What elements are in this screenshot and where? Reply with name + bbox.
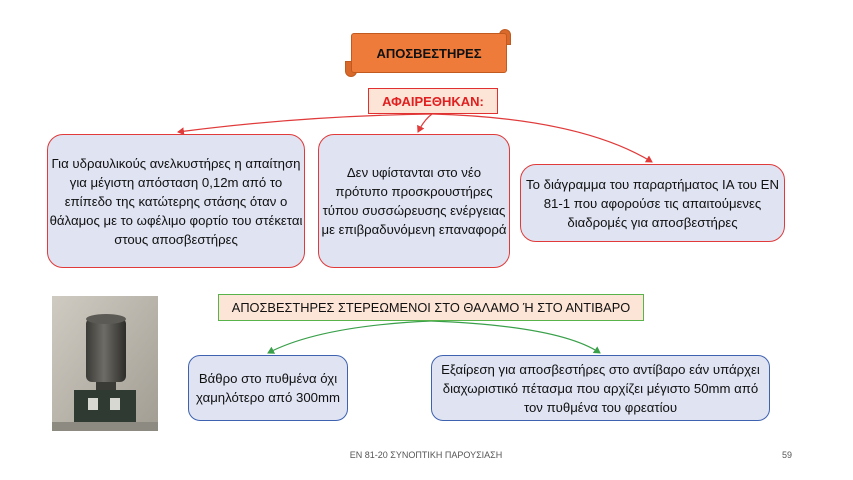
mounted-item-2-text: Εξαίρεση για αποσβεστήρες στο αντίβαρο εάν υπάρχει διαχωριστικό πέτασμα που αρχίζει μέγιστο 50mm από τον πυθμένα του φρεατίου <box>441 361 760 415</box>
title-banner <box>345 31 511 78</box>
removed-item-2 <box>318 134 510 268</box>
arrow-to-item-2 <box>418 114 432 132</box>
removed-item-3 <box>520 164 785 242</box>
buffer-illustration <box>52 296 158 431</box>
page-number: 59 <box>781 450 792 460</box>
mounted-item-2 <box>431 355 770 421</box>
footer-text: ΕΝ 81-20 ΣΥΝΟΠΤΙΚΗ ΠΑΡΟΥΣΙΑΣΗ <box>349 450 503 460</box>
removed-item-2-text: Δεν υφίστανται στο νέο πρότυπο προσκρουστήρες τύπου συσσώρευσης ενέργειας με επιβραδυνόμενη επαναφορά <box>321 165 507 237</box>
mounted-item-1 <box>188 355 348 421</box>
mounted-item-1-text: Βάθρο στο πυθμένα όχι χαμηλότερο από 300mm <box>196 371 340 405</box>
arrow-to-item-1 <box>178 114 432 132</box>
removed-item-3-text: Το διάγραμμα του παραρτήματος ΙΑ του ΕΝ 81-1 που αφορούσε τις απαιτούμενες διαδρομές για αποσβεστήρες <box>526 176 779 230</box>
arrow-to-item-5 <box>431 321 600 353</box>
mounted-label: ΑΠΟΣΒΕΣΤΗΡΕΣ ΣΤΕΡΕΩΜΕΝΟΙ ΣΤΟ ΘΑΛΑΜΟ Ή ΣΤΟ ΑΝΤΙΒΑΡΟ <box>218 294 644 321</box>
page-title: ΑΠΟΣΒΕΣΤΗΡΕΣ <box>351 33 507 73</box>
removed-label: ΑΦΑΙΡΕΘΗΚΑΝ: <box>368 88 498 114</box>
arrow-to-item-4 <box>268 321 431 353</box>
removed-item-1-text: Για υδραυλικούς ανελκυστήρες η απαίτηση για μέγιστη απόσταση 0,12m από το επίπεδο της κατώτερης στάσης όταν ο θάλαμος με το ωφέλιμο φορτίο του στέκεται στους αποσβεστήρες <box>49 155 303 247</box>
removed-item-1 <box>47 134 305 268</box>
buffer-photo <box>52 296 158 431</box>
